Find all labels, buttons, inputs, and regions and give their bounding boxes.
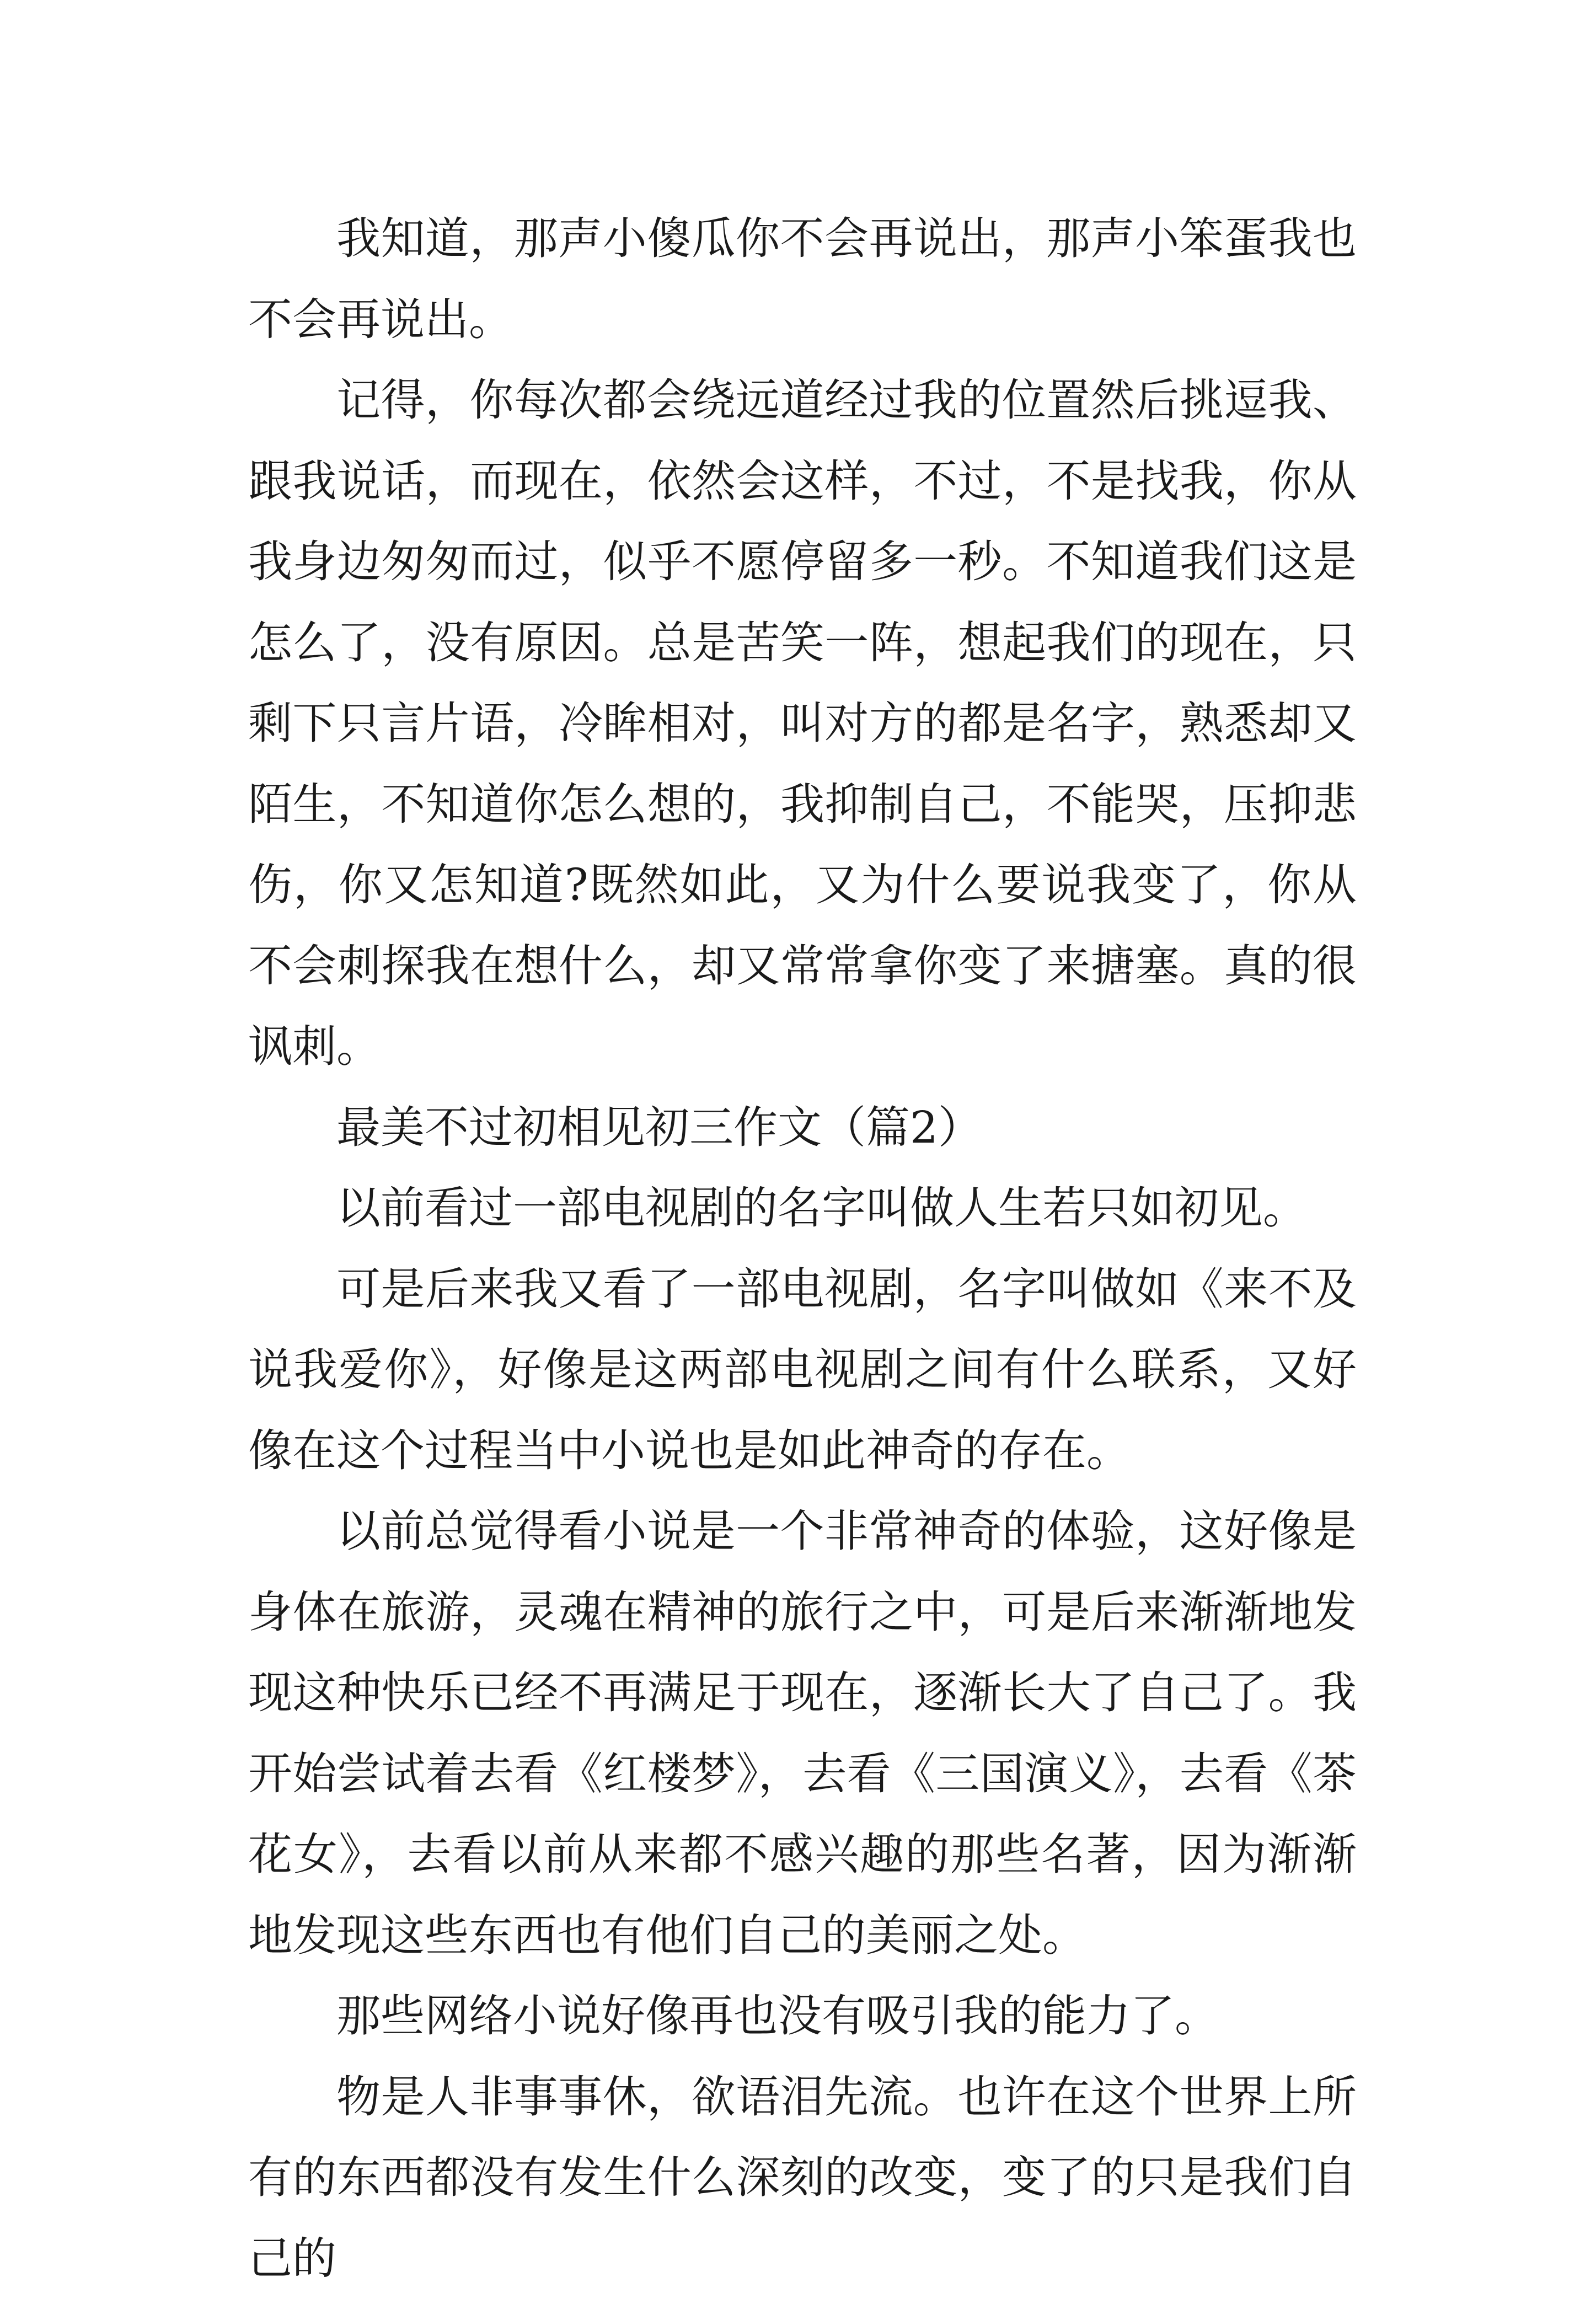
paragraph: 可是后来我又看了一部电视剧，名字叫做如《来不及说我爱你》，好像是这两部电视剧之间有什么联系，又好像在这个过程当中小说也是如此神奇的存在。 — [248, 1249, 1357, 1492]
paragraph: 我知道，那声小傻瓜你不会再说出，那声小笨蛋我也不会再说出。 — [248, 199, 1357, 360]
paragraph: 那些网络小说好像再也没有吸引我的能力了。 — [248, 1976, 1357, 2057]
section-heading: 最美不过初相见初三作文（篇2） — [248, 1087, 1357, 1169]
paragraph: 记得，你每次都会绕远道经过我的位置然后挑逗我、跟我说话，而现在，依然会这样，不过，不是找我，你从我身边匆匆而过，似乎不愿停留多一秒。不知道我们这是怎么了，没有原因。总是苦笑一阵，想起我们的现在，只剩下只言片语，冷眸相对，叫对方的都是名字，熟悉却又陌生，不知道你怎么想的，我抑制自己，不能哭，压抑悲伤，你又怎知道?既然如此，又为什么要说我变了，你从不会刺探我在想什么，却又常常拿你变了来搪塞。真的很讽刺。 — [248, 360, 1357, 1087]
paragraph: 以前总觉得看小说是一个非常神奇的体验，这好像是身体在旅游，灵魂在精神的旅行之中，可是后来渐渐地发现这种快乐已经不再满足于现在，逐渐长大了自己了。我开始尝试着去看《红楼梦》，去看《三国演义》，去看《茶花女》，去看以前从来都不感兴趣的那些名著，因为渐渐地发现这些东西也有他们自己的美丽之处。 — [248, 1491, 1357, 1976]
paragraph: 以前看过一部电视剧的名字叫做人生若只如初见。 — [248, 1168, 1357, 1249]
body-text — [248, 199, 1357, 2299]
paragraph: 物是人非事事休，欲语泪先流。也许在这个世界上所有的东西都没有发生什么深刻的改变，变了的只是我们自己的 — [248, 2057, 1357, 2299]
